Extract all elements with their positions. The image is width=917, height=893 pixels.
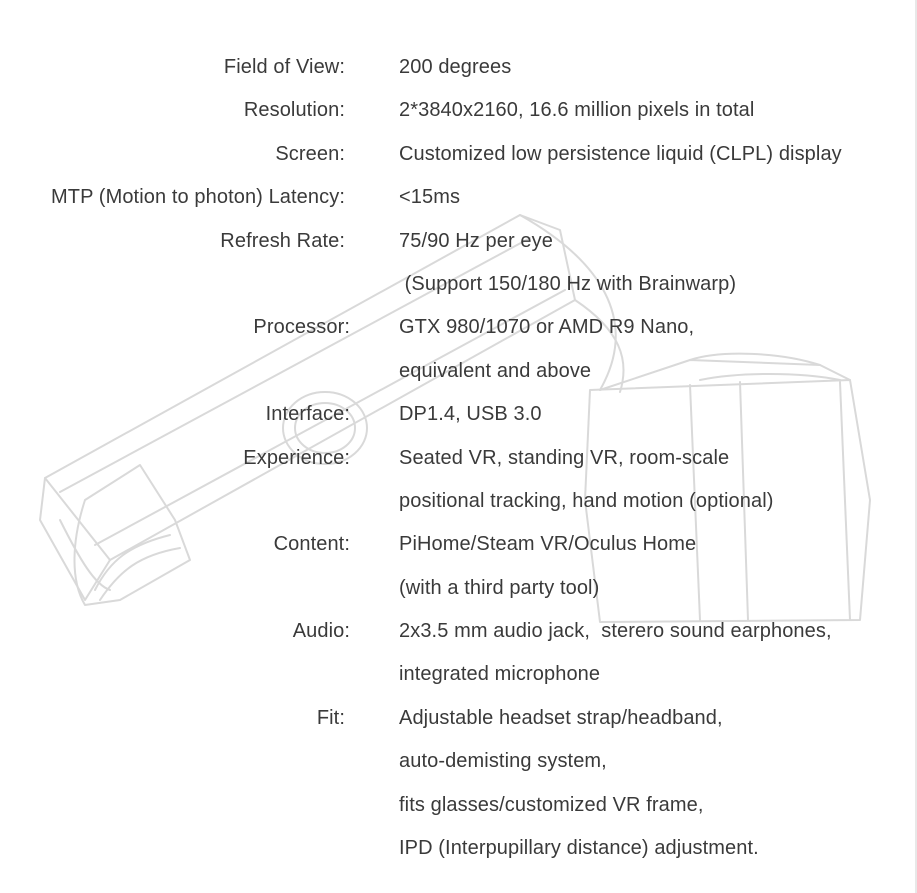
spec-label: Fit: — [316, 706, 345, 729]
spec-value: Seated VR, standing VR, room-scale — [399, 446, 730, 469]
spec-row-resolution — [0, 89, 917, 132]
spec-label: Interface: — [265, 403, 350, 426]
spec-row-processor — [0, 306, 917, 349]
spec-table — [0, 46, 917, 870]
spec-value: Customized low persistence liquid (CLPL) display — [399, 142, 842, 165]
spec-value: Adjustable headset strap/headband, — [399, 706, 723, 729]
spec-row-processor-cont — [0, 350, 917, 393]
spec-row-screen — [0, 133, 917, 176]
spec-label: MTP (Motion to photon) Latency: — [51, 186, 345, 209]
spec-row-content-cont — [0, 567, 917, 610]
spec-value: equivalent and above — [399, 359, 592, 382]
spec-value: 200 degrees — [399, 56, 512, 78]
spec-row-fit-cont-1 — [0, 740, 917, 783]
spec-row-fit — [0, 697, 917, 740]
spec-label: Resolution: — [243, 99, 345, 122]
spec-value: (with a third party tool) — [399, 576, 600, 599]
spec-value: auto-demisting system, — [399, 750, 607, 773]
spec-row-content — [0, 523, 917, 566]
spec-label: Field of View: — [223, 56, 345, 78]
spec-label: Audio: — [292, 620, 350, 643]
spec-label: Processor: — [253, 316, 350, 339]
spec-value: 75/90 Hz per eye — [399, 229, 553, 252]
spec-row-refresh-rate — [0, 220, 917, 263]
spec-value: integrated microphone — [399, 663, 601, 686]
spec-row-field-of-view — [0, 46, 917, 89]
spec-value: fits glasses/customized VR frame, — [399, 793, 704, 816]
spec-label: Screen: — [275, 142, 345, 165]
spec-value: positional tracking, hand motion (optional) — [399, 489, 774, 512]
spec-label: Content: — [273, 533, 350, 556]
spec-value: 2x3.5 mm audio jack, sterero sound earphones, — [399, 620, 832, 643]
spec-label: Experience: — [243, 446, 350, 469]
spec-label: Refresh Rate: — [220, 229, 345, 252]
spec-value: PiHome/Steam VR/Oculus Home — [399, 533, 697, 556]
spec-row-fit-cont-2 — [0, 784, 917, 827]
spec-row-latency — [0, 176, 917, 219]
spec-row-audio-cont — [0, 653, 917, 696]
spec-row-experience-cont — [0, 480, 917, 523]
spec-row-refresh-rate-cont — [0, 263, 917, 306]
spec-value: (Support 150/180 Hz with Brainwarp) — [399, 272, 737, 295]
spec-value: GTX 980/1070 or AMD R9 Nano, — [399, 316, 695, 339]
spec-value: IPD (Interpupillary distance) adjustment. — [399, 837, 759, 860]
spec-row-audio — [0, 610, 917, 653]
spec-value: 2*3840x2160, 16.6 million pixels in total — [399, 99, 755, 122]
spec-value: <15ms — [399, 186, 461, 209]
spec-row-fit-cont-3 — [0, 827, 917, 870]
spec-value: DP1.4, USB 3.0 — [399, 403, 542, 426]
spec-row-interface — [0, 393, 917, 436]
spec-row-experience — [0, 437, 917, 480]
